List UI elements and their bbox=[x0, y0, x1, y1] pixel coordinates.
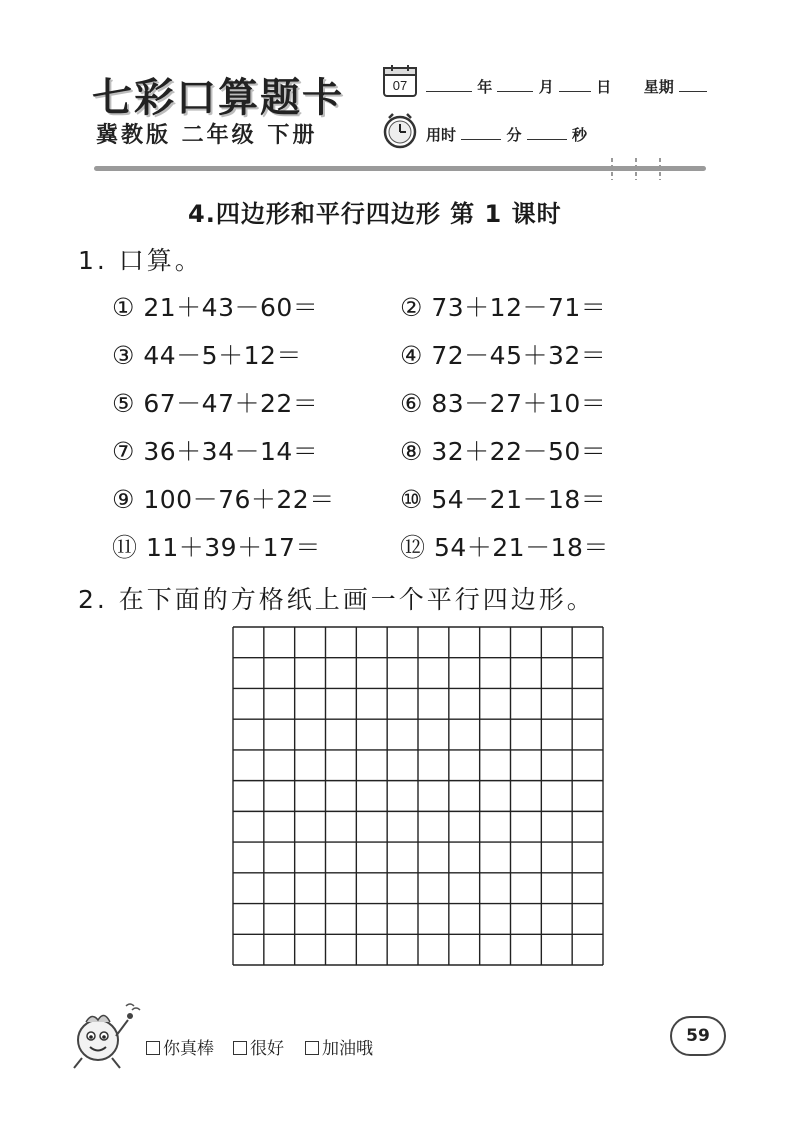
minute-label: 分 bbox=[506, 126, 522, 144]
calendar-icon bbox=[382, 64, 418, 98]
minutes-blank[interactable] bbox=[461, 125, 501, 140]
exercise-item bbox=[400, 384, 606, 420]
exercise-expression: 73＋12－71＝ bbox=[431, 293, 607, 322]
exercise-expression: 21＋43－60＝ bbox=[143, 293, 319, 322]
rating-label: 加油哦 bbox=[322, 1039, 373, 1059]
exercise-number: ⑤ bbox=[112, 389, 135, 418]
divider-dots-decoration bbox=[606, 154, 666, 184]
exercise-number: ② bbox=[400, 293, 423, 322]
time-used-label: 用时 bbox=[426, 126, 457, 144]
exercise-expression: 54－21－18＝ bbox=[431, 485, 607, 514]
exercise-expression: 83－27＋10＝ bbox=[431, 389, 607, 418]
exercise-expression: 72－45＋32＝ bbox=[431, 341, 607, 370]
exercise-item bbox=[400, 480, 606, 516]
exercise-number: ③ bbox=[112, 341, 135, 370]
exercise-number: ⑩ bbox=[400, 485, 423, 514]
question-1-heading: 1. 口算。 bbox=[78, 246, 203, 275]
exercise-item bbox=[112, 432, 318, 468]
exercise-number: ⑥ bbox=[400, 389, 423, 418]
rating-option[interactable] bbox=[233, 1034, 284, 1059]
clock-icon bbox=[381, 111, 419, 149]
exercise-number: ⑨ bbox=[112, 485, 135, 514]
exercise-number: ⑦ bbox=[112, 437, 135, 466]
year-label: 年 bbox=[477, 78, 493, 96]
rating-checkbox[interactable] bbox=[305, 1041, 319, 1055]
weekday-blank[interactable] bbox=[679, 77, 707, 92]
brand-subtitle: 冀教版 二年级 下册 bbox=[96, 123, 318, 148]
exercise-expression: 100－76＋22＝ bbox=[143, 485, 335, 514]
second-label: 秒 bbox=[571, 126, 587, 144]
page-number: 59 bbox=[670, 1016, 726, 1056]
date-fields bbox=[426, 76, 707, 97]
day-label: 日 bbox=[596, 78, 612, 96]
day-blank[interactable] bbox=[559, 77, 591, 92]
month-label: 月 bbox=[538, 78, 554, 96]
rating-option[interactable] bbox=[305, 1034, 373, 1059]
drawing-grid[interactable] bbox=[232, 626, 604, 966]
rating-option[interactable] bbox=[146, 1034, 214, 1059]
weekday-label: 星期 bbox=[643, 78, 674, 96]
exercise-number: ⑫ bbox=[400, 533, 426, 562]
rating-label: 你真棒 bbox=[163, 1039, 214, 1059]
seconds-blank[interactable] bbox=[527, 125, 567, 140]
exercise-item bbox=[112, 528, 321, 564]
exercise-expression: 11＋39＋17＝ bbox=[145, 533, 321, 562]
time-used-fields bbox=[426, 124, 587, 145]
question-2-heading: 2. 在下面的方格纸上画一个平行四边形。 bbox=[78, 585, 595, 614]
exercise-item bbox=[112, 384, 318, 420]
exercise-number: ⑪ bbox=[112, 533, 138, 562]
exercise-number: ⑧ bbox=[400, 437, 423, 466]
exercise-item bbox=[400, 336, 606, 372]
rating-checkbox[interactable] bbox=[233, 1041, 247, 1055]
exercise-number: ① bbox=[112, 293, 135, 322]
exercise-item bbox=[400, 432, 606, 468]
exercise-item bbox=[112, 336, 302, 372]
mascot-character-icon bbox=[66, 1000, 144, 1072]
calendar-number: 07 bbox=[392, 78, 408, 93]
exercise-item bbox=[112, 288, 318, 324]
exercise-expression: 44－5＋12＝ bbox=[143, 341, 302, 370]
exercise-item bbox=[112, 480, 335, 516]
exercise-expression: 54＋21－18＝ bbox=[433, 533, 609, 562]
exercise-expression: 32＋22－50＝ bbox=[431, 437, 607, 466]
rating-label: 很好 bbox=[250, 1039, 284, 1059]
exercise-item bbox=[400, 528, 609, 564]
exercise-number: ④ bbox=[400, 341, 423, 370]
exercise-expression: 67－47＋22＝ bbox=[143, 389, 319, 418]
brand-title: 七彩口算题卡 bbox=[92, 75, 344, 121]
rating-checkbox[interactable] bbox=[146, 1041, 160, 1055]
exercise-item bbox=[400, 288, 606, 324]
exercise-expression: 36＋34－14＝ bbox=[143, 437, 319, 466]
year-blank[interactable] bbox=[426, 77, 472, 92]
month-blank[interactable] bbox=[497, 77, 533, 92]
lesson-title: 4.四边形和平行四边形 第 1 课时 bbox=[188, 200, 562, 228]
